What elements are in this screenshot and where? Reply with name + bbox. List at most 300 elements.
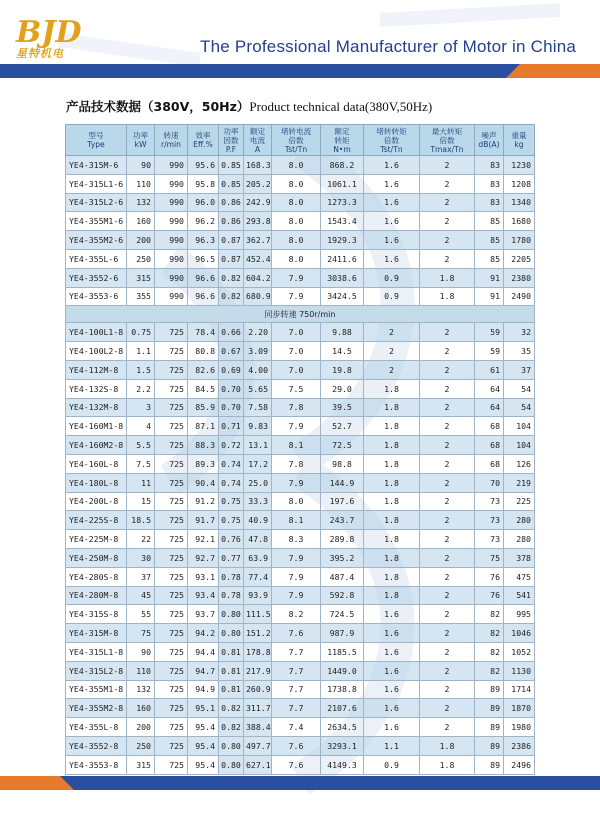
table-cell: 2 (420, 174, 475, 193)
table-cell: 9.88 (321, 323, 364, 342)
table-cell: 990 (155, 212, 188, 231)
table-cell: 94.9 (188, 680, 219, 699)
table-cell: 1.6 (364, 156, 420, 175)
table-cell: 725 (155, 530, 188, 549)
table-cell: 1.6 (364, 718, 420, 737)
table-cell: 2 (420, 342, 475, 361)
table-cell: 1.8 (420, 755, 475, 774)
motor-type-cell: YE4-355L-8 (66, 718, 127, 737)
table-cell: 90.4 (188, 473, 219, 492)
table-cell: 200 (127, 718, 155, 737)
table-cell: 73 (475, 511, 504, 530)
table-cell: 160 (127, 699, 155, 718)
table-cell: 2 (420, 436, 475, 455)
table-cell: 475 (504, 567, 535, 586)
table-row (66, 156, 535, 175)
table-cell: 0.86 (219, 193, 244, 212)
table-cell: 2 (420, 454, 475, 473)
table-cell: 725 (155, 718, 188, 737)
section-title-en: Product technical data(380V,50Hz) (249, 99, 433, 114)
table-cell: 0.82 (219, 287, 244, 306)
table-cell: 1.8 (364, 530, 420, 549)
column-header (66, 125, 127, 156)
column-header (219, 125, 244, 156)
table-cell: 362.7 (244, 231, 272, 250)
table-cell: 95.1 (188, 699, 219, 718)
table-cell: 82.6 (188, 360, 219, 379)
motor-type-cell: YE4-250M-8 (66, 548, 127, 567)
table-cell: 90 (127, 642, 155, 661)
table-cell: 7.9 (272, 548, 321, 567)
table-cell: 2.2 (127, 379, 155, 398)
table-cell: 0.78 (219, 586, 244, 605)
table-cell: 0.75 (219, 492, 244, 511)
table-cell: 144.9 (321, 473, 364, 492)
table-cell: 1.8 (364, 586, 420, 605)
table-cell: 0.87 (219, 231, 244, 250)
table-cell: 7.7 (272, 699, 321, 718)
table-cell: 93.7 (188, 605, 219, 624)
table-cell: 2205 (504, 249, 535, 268)
table-cell: 89 (475, 699, 504, 718)
table-cell: 2 (420, 680, 475, 699)
table-cell: 73 (475, 530, 504, 549)
table-cell: 3038.6 (321, 268, 364, 287)
table-cell: 1273.3 (321, 193, 364, 212)
table-cell: 1061.1 (321, 174, 364, 193)
motor-type-cell: YE4-112M-8 (66, 360, 127, 379)
table-cell: 7.5 (127, 454, 155, 473)
table-cell: 2496 (504, 755, 535, 774)
table-cell: 250 (127, 736, 155, 755)
table-cell: 91 (475, 287, 504, 306)
table-cell: 2.20 (244, 323, 272, 342)
table-cell: 33.3 (244, 492, 272, 511)
table-cell: 4.00 (244, 360, 272, 379)
table-cell: 217.9 (244, 661, 272, 680)
column-header-line: kW (134, 140, 147, 149)
table-cell: 0.78 (219, 567, 244, 586)
table-cell: 2 (364, 323, 420, 342)
column-header-line: A (254, 144, 261, 154)
table-cell: 0.86 (219, 212, 244, 231)
table-cell: 1.6 (364, 249, 420, 268)
table-cell: 725 (155, 548, 188, 567)
table-cell: 2490 (504, 287, 535, 306)
motor-type-cell: YE4-355M1-8 (66, 680, 127, 699)
table-cell: 168.3 (244, 156, 272, 175)
table-cell: 14.5 (321, 342, 364, 361)
table-cell: 1.6 (364, 699, 420, 718)
table-cell: 497.7 (244, 736, 272, 755)
table-cell: 94.7 (188, 661, 219, 680)
table-cell: 37 (127, 567, 155, 586)
column-header-line: 重量 (511, 131, 527, 140)
table-cell: 1.8 (364, 511, 420, 530)
table-cell: 990 (155, 174, 188, 193)
table-cell: 45 (127, 586, 155, 605)
column-header (155, 125, 188, 156)
column-header-line: kg (514, 140, 524, 149)
table-row (66, 680, 535, 699)
table-cell: 2 (420, 323, 475, 342)
table-cell: 200 (127, 231, 155, 250)
table-cell: 94.4 (188, 642, 219, 661)
table-cell: 725 (155, 642, 188, 661)
table-cell: 5.5 (127, 436, 155, 455)
column-header-line: 电流 (249, 135, 266, 145)
table-cell: 178.8 (244, 642, 272, 661)
table-cell: 242.9 (244, 193, 272, 212)
table-row (66, 231, 535, 250)
table-cell: 1.8 (364, 398, 420, 417)
table-cell: 7.9 (272, 567, 321, 586)
motor-type-cell: YE4-315L1-8 (66, 642, 127, 661)
table-cell: 110 (127, 661, 155, 680)
table-cell: 61 (475, 360, 504, 379)
table-cell: 0.76 (219, 530, 244, 549)
table-cell: 35 (504, 342, 535, 361)
table-cell: 73 (475, 492, 504, 511)
table-cell: 293.8 (244, 212, 272, 231)
motor-type-cell: YE4-355M2-8 (66, 699, 127, 718)
table-cell: 2 (420, 193, 475, 212)
table-cell: 0.9 (364, 268, 420, 287)
table-cell: 990 (155, 287, 188, 306)
table-cell: 1.6 (364, 193, 420, 212)
table-row (66, 718, 535, 737)
table-cell: 1046 (504, 624, 535, 643)
table-cell: 0.80 (219, 736, 244, 755)
table-cell: 2107.6 (321, 699, 364, 718)
table-cell: 91.2 (188, 492, 219, 511)
table-cell: 315 (127, 268, 155, 287)
table-cell: 7.9 (272, 268, 321, 287)
table-row (66, 661, 535, 680)
table-cell: 37 (504, 360, 535, 379)
motor-type-cell: YE4-3552-6 (66, 268, 127, 287)
table-cell: 47.8 (244, 530, 272, 549)
table-cell: 2386 (504, 736, 535, 755)
table-row (66, 586, 535, 605)
table-cell: 39.5 (321, 398, 364, 417)
table-cell: 29.0 (321, 379, 364, 398)
table-cell: 289.8 (321, 530, 364, 549)
table-row (66, 605, 535, 624)
table-cell: 0.66 (219, 323, 244, 342)
table-cell: 59 (475, 323, 504, 342)
motor-type-cell: YE4-315M-6 (66, 156, 127, 175)
table-cell: 5.65 (244, 379, 272, 398)
motor-type-cell: YE4-160M1-8 (66, 417, 127, 436)
table-cell: 725 (155, 492, 188, 511)
table-row (66, 699, 535, 718)
table-cell: 2 (420, 249, 475, 268)
motor-type-cell: YE4-355M2-6 (66, 231, 127, 250)
table-cell: 75 (475, 548, 504, 567)
table-cell: 85 (475, 249, 504, 268)
motor-type-cell: YE4-315S-8 (66, 605, 127, 624)
table-cell: 68 (475, 454, 504, 473)
table-cell: 82 (475, 661, 504, 680)
table-row (66, 473, 535, 492)
table-cell: 0.87 (219, 249, 244, 268)
table-cell: 22 (127, 530, 155, 549)
logo-subtitle: 星特机电 (16, 47, 64, 60)
table-cell: 0.71 (219, 417, 244, 436)
table-cell: 725 (155, 473, 188, 492)
column-header-line: 额定 (249, 126, 266, 136)
column-header-line: Eff.% (193, 140, 213, 149)
motor-type-cell: YE4-355L-6 (66, 249, 127, 268)
table-cell: 85 (475, 212, 504, 231)
table-cell: 2 (420, 530, 475, 549)
table-cell: 87.1 (188, 417, 219, 436)
table-cell: 4 (127, 417, 155, 436)
table-cell: 0.69 (219, 360, 244, 379)
table-cell: 1.1 (364, 736, 420, 755)
table-cell: 96.5 (188, 249, 219, 268)
table-cell: 0.75 (219, 511, 244, 530)
table-cell: 111.5 (244, 605, 272, 624)
table-cell: 680.9 (244, 287, 272, 306)
table-cell: 88.3 (188, 436, 219, 455)
table-cell: 990 (155, 249, 188, 268)
table-cell: 8.0 (272, 231, 321, 250)
table-cell: 219 (504, 473, 535, 492)
column-header-line: Tmax/Tn (430, 144, 464, 154)
table-cell: 1.6 (364, 231, 420, 250)
table-cell: 17.2 (244, 454, 272, 473)
table-cell: 25.0 (244, 473, 272, 492)
table-cell: 96.6 (188, 287, 219, 306)
table-cell: 151.2 (244, 624, 272, 643)
table-cell: 315 (127, 755, 155, 774)
table-row (66, 624, 535, 643)
table-cell: 1.6 (364, 642, 420, 661)
product-technical-data-table (65, 124, 535, 775)
table-cell: 1.8 (364, 454, 420, 473)
table-cell: 0.75 (127, 323, 155, 342)
table-cell: 2 (420, 398, 475, 417)
table-cell: 725 (155, 755, 188, 774)
motor-type-cell: YE4-100L2-8 (66, 342, 127, 361)
table-cell: 7.4 (272, 718, 321, 737)
table-cell: 280 (504, 530, 535, 549)
table-cell: 98.8 (321, 454, 364, 473)
column-header (420, 125, 475, 156)
table-cell: 68 (475, 417, 504, 436)
table-cell: 68 (475, 436, 504, 455)
column-header-line: 型号 (88, 131, 104, 140)
table-cell: 280 (504, 511, 535, 530)
table-cell: 0.82 (219, 699, 244, 718)
table-cell: 2 (420, 156, 475, 175)
table-row (66, 287, 535, 306)
table-cell: 0.77 (219, 548, 244, 567)
table-cell: 355 (127, 287, 155, 306)
table-cell: 0.70 (219, 398, 244, 417)
table-cell: 0.82 (219, 718, 244, 737)
table-cell: 2 (420, 492, 475, 511)
table-cell: 80.8 (188, 342, 219, 361)
table-cell: 2380 (504, 268, 535, 287)
sync-speed-row (66, 306, 535, 323)
table-cell: 7.5 (272, 379, 321, 398)
table-cell: 0.70 (219, 379, 244, 398)
table-cell: 30 (127, 548, 155, 567)
table-cell: 725 (155, 379, 188, 398)
table-cell: 725 (155, 699, 188, 718)
column-header-line: 倍数 (439, 135, 455, 145)
table-cell: 92.1 (188, 530, 219, 549)
table-cell: 89 (475, 718, 504, 737)
motor-type-cell: YE4-3552-8 (66, 736, 127, 755)
column-header (364, 125, 420, 156)
table-cell: 32 (504, 323, 535, 342)
table-cell: 995 (504, 605, 535, 624)
table-cell: 0.80 (219, 605, 244, 624)
footer-color-band (0, 776, 600, 790)
table-cell: 126 (504, 454, 535, 473)
table-cell: 8.1 (272, 436, 321, 455)
table-cell: 2 (420, 718, 475, 737)
table-cell: 95.8 (188, 174, 219, 193)
column-header (475, 125, 504, 156)
table-cell: 2411.6 (321, 249, 364, 268)
table-cell: 205.2 (244, 174, 272, 193)
section-title-cn: 产品技术数据（380V，50Hz） (66, 99, 250, 114)
table-cell: 0.67 (219, 342, 244, 361)
motor-type-cell: YE4-200L-8 (66, 492, 127, 511)
logo-mark-icon (14, 14, 124, 48)
column-header (244, 125, 272, 156)
table-cell: 0.9 (364, 287, 420, 306)
table-cell: 96.2 (188, 212, 219, 231)
table-cell: 2 (420, 511, 475, 530)
table-cell: 3.09 (244, 342, 272, 361)
table-cell: 95.4 (188, 718, 219, 737)
table-cell: 63.9 (244, 548, 272, 567)
table-row (66, 436, 535, 455)
column-header (188, 125, 219, 156)
table-cell: 89.3 (188, 454, 219, 473)
motor-type-cell: YE4-132M-8 (66, 398, 127, 417)
table-cell: 1208 (504, 174, 535, 193)
table-cell: 96.3 (188, 231, 219, 250)
section-title (66, 97, 432, 115)
table-cell: 92.7 (188, 548, 219, 567)
table-cell: 1052 (504, 642, 535, 661)
table-cell: 90 (127, 156, 155, 175)
table-cell: 132 (127, 680, 155, 699)
column-header-line: 功率 (132, 131, 149, 140)
column-header-line: Type (87, 140, 105, 149)
table-cell: 4149.3 (321, 755, 364, 774)
table-cell: 96.6 (188, 268, 219, 287)
table-cell: 1.8 (364, 548, 420, 567)
table-cell: 8.0 (272, 174, 321, 193)
table-body (66, 156, 535, 775)
table-cell: 2 (420, 624, 475, 643)
table-row (66, 417, 535, 436)
table-cell: 725 (155, 661, 188, 680)
table-cell: 7.9 (272, 586, 321, 605)
motor-type-cell: YE4-315L2-8 (66, 661, 127, 680)
table-cell: 54 (504, 379, 535, 398)
table-cell: 725 (155, 454, 188, 473)
table-cell: 243.7 (321, 511, 364, 530)
column-header-line: 转速 (163, 131, 179, 140)
table-row (66, 249, 535, 268)
column-header (321, 125, 364, 156)
table-cell: 1185.5 (321, 642, 364, 661)
table-row (66, 379, 535, 398)
table-cell: 2 (420, 417, 475, 436)
table-cell: 95.4 (188, 755, 219, 774)
table-cell: 1738.8 (321, 680, 364, 699)
column-header-line: dB(A) (478, 140, 500, 149)
table-cell: 7.8 (272, 454, 321, 473)
table-cell: 7.0 (272, 342, 321, 361)
column-header-line: N•m (333, 144, 351, 154)
column-header-line: 噪声 (481, 131, 497, 140)
table-cell: 7.7 (272, 661, 321, 680)
column-header-line: 因数 (223, 135, 239, 145)
column-header-line: 倍数 (383, 135, 400, 145)
table-cell: 84.5 (188, 379, 219, 398)
sync-speed-label: 同步转速 750r/min (66, 306, 535, 323)
table-cell: 1980 (504, 718, 535, 737)
table-cell: 197.6 (321, 492, 364, 511)
table-row (66, 530, 535, 549)
table-cell: 3293.1 (321, 736, 364, 755)
table-cell: 1340 (504, 193, 535, 212)
motor-type-cell: YE4-180L-8 (66, 473, 127, 492)
table-cell: 725 (155, 624, 188, 643)
table-cell: 82 (475, 642, 504, 661)
motor-type-cell: YE4-132S-8 (66, 379, 127, 398)
table-cell: 0.85 (219, 156, 244, 175)
table-cell: 8.0 (272, 212, 321, 231)
table-cell: 452.4 (244, 249, 272, 268)
table-cell: 7.9 (272, 473, 321, 492)
table-row (66, 193, 535, 212)
column-header-line: r/min (160, 140, 181, 149)
table-row (66, 454, 535, 473)
table-cell: 0.81 (219, 661, 244, 680)
table-cell: 1929.3 (321, 231, 364, 250)
table-cell: 990 (155, 268, 188, 287)
column-header-line: 额定 (334, 126, 350, 136)
column-header-line: Tst/Tn (380, 144, 403, 154)
table-cell: 725 (155, 323, 188, 342)
table-row (66, 567, 535, 586)
table-cell: 1543.4 (321, 212, 364, 231)
table-cell: 250 (127, 249, 155, 268)
table-cell: 0.80 (219, 755, 244, 774)
table-cell: 7.58 (244, 398, 272, 417)
table-cell: 990 (155, 156, 188, 175)
table-cell: 93.1 (188, 567, 219, 586)
table-cell: 7.9 (272, 287, 321, 306)
table-cell: 2 (420, 379, 475, 398)
table-cell: 9.83 (244, 417, 272, 436)
motor-type-cell: YE4-315L2-6 (66, 193, 127, 212)
table-cell: 7.6 (272, 755, 321, 774)
table-cell: 0.85 (219, 174, 244, 193)
table-cell: 59 (475, 342, 504, 361)
